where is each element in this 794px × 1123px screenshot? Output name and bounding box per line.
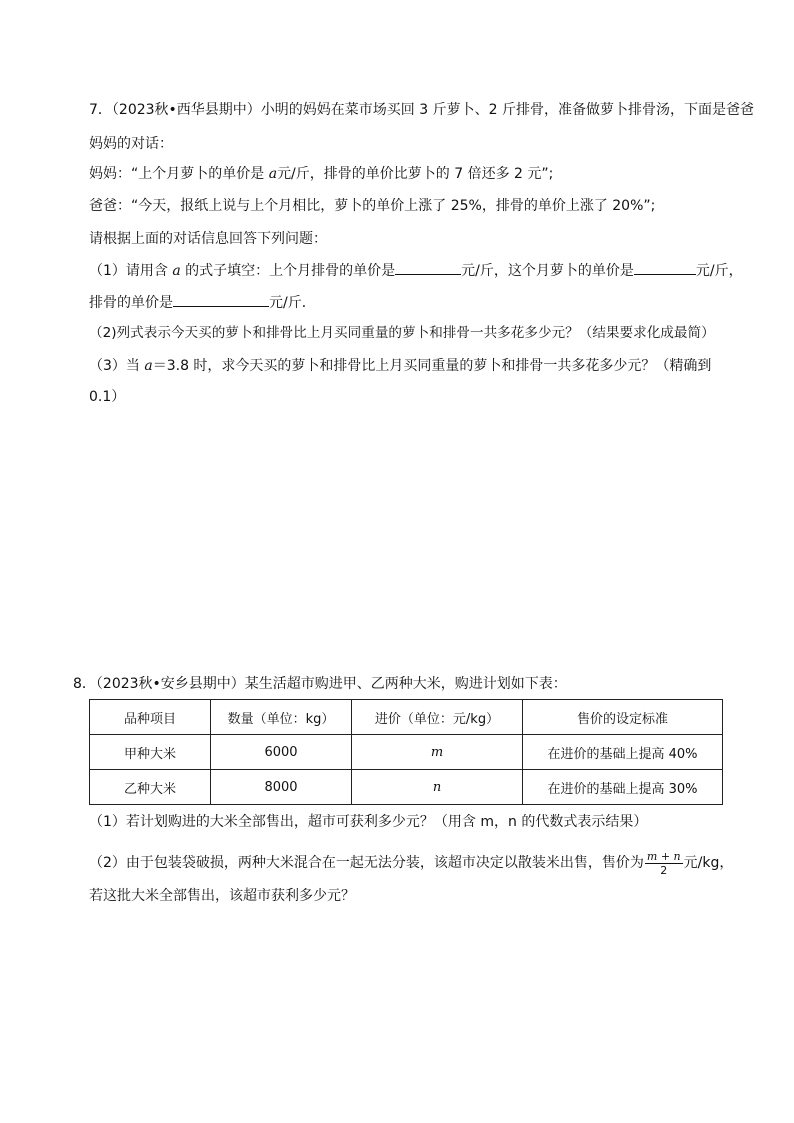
q8-part2-line2: 若这批大米全部售出，该超市获利多少元？	[89, 888, 355, 904]
table-cell: m	[352, 735, 523, 770]
table-header-cell: 进价（单位：元/kg）	[352, 700, 523, 735]
q8-stem-line: 8．（2023秋•安乡县期中）某生活超市购进甲、乙两种大米，购进计划如下表：	[73, 676, 567, 692]
q8-part2-text-b: 元/kg，	[683, 855, 734, 871]
price-fraction	[645, 850, 683, 877]
table-header-row	[90, 700, 723, 735]
q7-part1-text-b: 的式子填空：上个月排骨的单价是	[180, 263, 396, 279]
fraction-numerator: m + n	[646, 849, 681, 863]
q7-dad-line: 爸爸：“今天，报纸上说与上个月相比，萝卜的单价上涨了 25%，排骨的单价上涨了 20%”;	[89, 198, 656, 214]
fraction-denominator: 2	[660, 863, 668, 877]
q7-blank-1[interactable]	[395, 260, 461, 275]
table-header-cell: 售价的设定标准	[523, 700, 723, 735]
q7-var-a: a	[268, 166, 278, 182]
q7-part1-text-a: （1）请用含	[89, 263, 173, 279]
q7-mom-line	[89, 164, 553, 184]
q8-part1-line: （1）若计划购进的大米全部售出，超市可获利多少元？（用含 m，n 的代数式表示结果）	[89, 814, 648, 830]
table-cell: 乙种大米	[90, 770, 211, 805]
table-header-cell: 品种项目	[90, 700, 211, 735]
table-row	[90, 735, 723, 770]
q8-rice-table	[89, 699, 723, 805]
q8-part2-line1	[89, 848, 733, 878]
q7-part2-line: （2)列式表示今天买的萝卜和排骨比上月买同重量的萝卜和排骨一共多花多少元？（结果要求化成最简）	[89, 325, 715, 341]
q7-part3-text-b: ＝3.8 时，求今天买的萝卜和排骨比上月买同重量的萝卜和排骨一共多花多少元？（精确到	[152, 358, 712, 374]
q7-blank-3[interactable]	[173, 292, 269, 307]
table-cell: 6000	[211, 735, 352, 770]
q7-part1-line2	[89, 292, 316, 313]
q7-blank-2[interactable]	[634, 260, 696, 275]
q7-part1-text-f: 元/斤．	[269, 295, 316, 311]
q7-part3-var-a: a	[144, 358, 153, 374]
table-cell: 8000	[211, 770, 352, 805]
q7-part1-line1	[89, 260, 743, 281]
q7-part1-text-e: 排骨的单价是	[89, 295, 173, 311]
q7-part1-var-a: a	[172, 263, 181, 279]
q7-ask-line: 请根据上面的对话信息回答下列问题：	[89, 231, 327, 247]
q7-part3-line1	[89, 356, 711, 376]
table-cell: n	[352, 770, 523, 805]
q7-part1-text-d: 元/斤，	[695, 263, 743, 279]
q7-mom-text-b: 元/斤，排骨的单价比萝卜的 7 倍还多 2 元”;	[277, 166, 554, 182]
table-cell: 甲种大米	[90, 735, 211, 770]
q7-part1-text-c: 元/斤，这个月萝卜的单价是	[461, 263, 634, 279]
table-cell: 在进价的基础上提高 40%	[523, 735, 723, 770]
q7-stem-line2: 妈妈的对话：	[89, 136, 173, 152]
q7-mom-text-a: 妈妈：“上个月萝卜的单价是	[89, 166, 269, 182]
table-cell: 在进价的基础上提高 30%	[523, 770, 723, 805]
q8-part2-text-a: （2）由于包装袋破损，两种大米混合在一起无法分装，该超市决定以散装米出售，售价为	[89, 855, 644, 871]
q7-stem-line1: 7．（2023秋•西华县期中）小明的妈妈在菜市场买回 3 斤萝卜、2 斤排骨，准备做萝卜排骨汤，下面是爸爸	[89, 102, 754, 118]
table-header-cell: 数量（单位：kg）	[211, 700, 352, 735]
table-row	[90, 770, 723, 805]
q7-part3-text-a: （3）当	[89, 358, 145, 374]
q7-part3-line2: 0.1）	[89, 389, 126, 405]
